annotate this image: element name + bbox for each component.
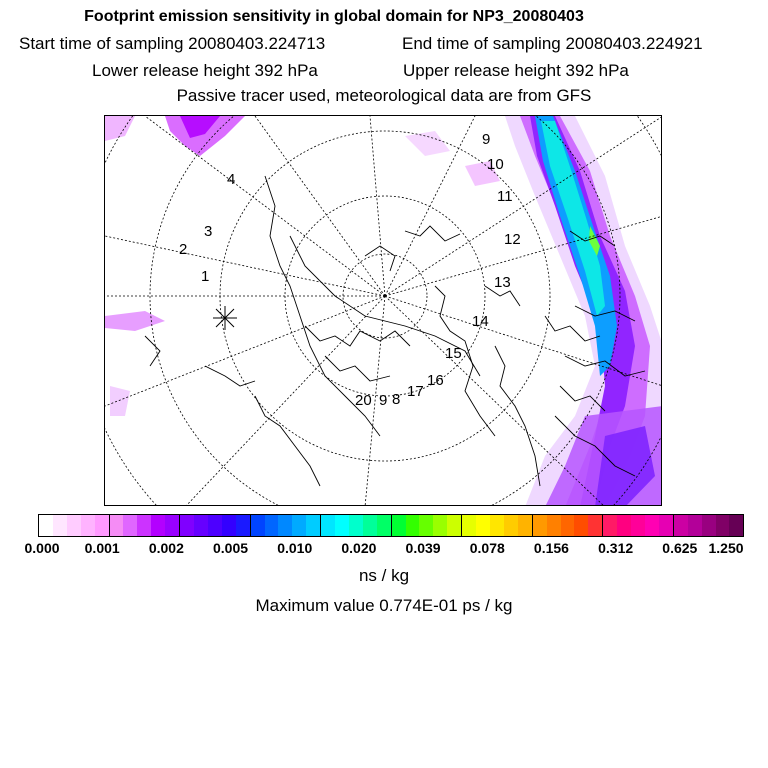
colorbar-segment xyxy=(236,515,251,536)
colorbar-segment xyxy=(392,515,406,536)
trajectory-label-10: 10 xyxy=(487,156,504,173)
colorbar-tick-label: 0.020 xyxy=(341,540,377,556)
colorbar-segment xyxy=(659,515,674,536)
colorbar-segment xyxy=(447,515,462,536)
colorbar-segment xyxy=(617,515,631,536)
colorbar-segment xyxy=(306,515,321,536)
colorbar-segment xyxy=(688,515,702,536)
upper-release-height-label: Upper release height 392 hPa xyxy=(403,61,629,80)
colorbar-tick-label: 0.010 xyxy=(277,540,313,556)
colorbar-segment xyxy=(251,515,265,536)
colorbar-segment xyxy=(321,515,335,536)
lower-release-height-label: Lower release height 392 hPa xyxy=(92,61,318,80)
colorbar-tick-label: 0.078 xyxy=(469,540,505,556)
colorbar-segment xyxy=(603,515,617,536)
release-marker-icon xyxy=(213,306,237,330)
colorbar-tick-label: 0.156 xyxy=(533,540,569,556)
colorbar-segment xyxy=(377,515,392,536)
colorbar-segment xyxy=(265,515,279,536)
start-time-label: Start time of sampling 20080403.224713 xyxy=(19,34,326,53)
colorbar-tick-label: 0.002 xyxy=(148,540,184,556)
colorbar-segment xyxy=(363,515,377,536)
colorbar-segment xyxy=(110,515,124,536)
colorbar-tick-label: 0.312 xyxy=(598,540,634,556)
trajectory-label-4: 4 xyxy=(227,171,236,188)
trajectory-label-15: 15 xyxy=(445,345,462,362)
colorbar-segment xyxy=(476,515,490,536)
colorbar-segment xyxy=(165,515,180,536)
colorbar-tick-label: 0.005 xyxy=(213,540,249,556)
colorbar-segment xyxy=(518,515,533,536)
colorbar-tick-label: 0.000 xyxy=(24,540,60,556)
colorbar-segment xyxy=(561,515,575,536)
colorbar-units: ns / kg xyxy=(358,566,410,585)
trajectory-label-9: 9 xyxy=(482,131,491,148)
trajectory-label-19: 9 xyxy=(379,392,388,409)
colorbar-segment xyxy=(729,515,743,536)
sensitivity-field xyxy=(105,116,662,506)
colorbar-segment xyxy=(406,515,420,536)
colorbar-segment xyxy=(433,515,447,536)
colorbar-segment xyxy=(533,515,547,536)
trajectory-label-1: 1 xyxy=(201,268,210,285)
trajectory-label-12: 12 xyxy=(504,231,521,248)
colorbar-segment xyxy=(645,515,659,536)
colorbar-segment xyxy=(194,515,208,536)
colorbar-segment xyxy=(490,515,504,536)
colorbar-segment xyxy=(292,515,306,536)
colorbar-tick-label: 0.001 xyxy=(84,540,120,556)
colorbar-segment xyxy=(208,515,222,536)
trajectory-label-13: 13 xyxy=(494,274,511,291)
colorbar-segment xyxy=(180,515,194,536)
colorbar-segment xyxy=(547,515,561,536)
trajectory-label-2: 2 xyxy=(179,241,188,258)
colorbar-segment xyxy=(151,515,165,536)
map-canvas xyxy=(105,116,662,506)
maximum-value-label: Maximum value 0.774E-01 ps / kg xyxy=(255,596,513,615)
colorbar-segment xyxy=(588,515,603,536)
colorbar-segment xyxy=(419,515,433,536)
plot-title: Footprint emission sensitivity in global domain for NP3_20080403 xyxy=(84,8,584,25)
trajectory-label-20: 20 xyxy=(355,392,372,409)
colorbar-segment xyxy=(222,515,236,536)
colorbar-segment xyxy=(335,515,349,536)
colorbar-segment xyxy=(674,515,688,536)
trajectory-label-16: 16 xyxy=(427,372,444,389)
trajectory-label-11: 11 xyxy=(497,188,513,205)
colorbar-segment xyxy=(574,515,588,536)
colorbar-segment xyxy=(39,515,53,536)
colorbar-segment xyxy=(81,515,95,536)
colorbar-segment xyxy=(95,515,110,536)
trajectory-label-18: 8 xyxy=(392,391,401,408)
colorbar-segment xyxy=(137,515,151,536)
colorbar-segment xyxy=(702,515,716,536)
tracer-note: Passive tracer used, meteorological data are from GFS xyxy=(176,86,592,105)
colorbar-tick-label: 0.625 xyxy=(662,540,698,556)
trajectory-label-3: 3 xyxy=(204,223,213,240)
trajectory-label-14: 14 xyxy=(472,313,489,330)
colorbar-tick-label: 1.250 xyxy=(708,540,744,556)
footprint-map xyxy=(104,115,662,506)
colorbar-segment xyxy=(631,515,645,536)
colorbar-segment xyxy=(123,515,137,536)
colorbar-segment xyxy=(504,515,518,536)
trajectory-label-17: 17 xyxy=(407,383,424,400)
end-time-label: End time of sampling 20080403.224921 xyxy=(402,34,703,53)
colorbar-segment xyxy=(67,515,81,536)
colorbar-tick-label: 0.039 xyxy=(405,540,441,556)
colorbar xyxy=(38,514,744,537)
colorbar-segment xyxy=(349,515,363,536)
colorbar-segment xyxy=(462,515,476,536)
colorbar-segment xyxy=(716,515,730,536)
colorbar-segment xyxy=(278,515,292,536)
colorbar-segment xyxy=(53,515,67,536)
